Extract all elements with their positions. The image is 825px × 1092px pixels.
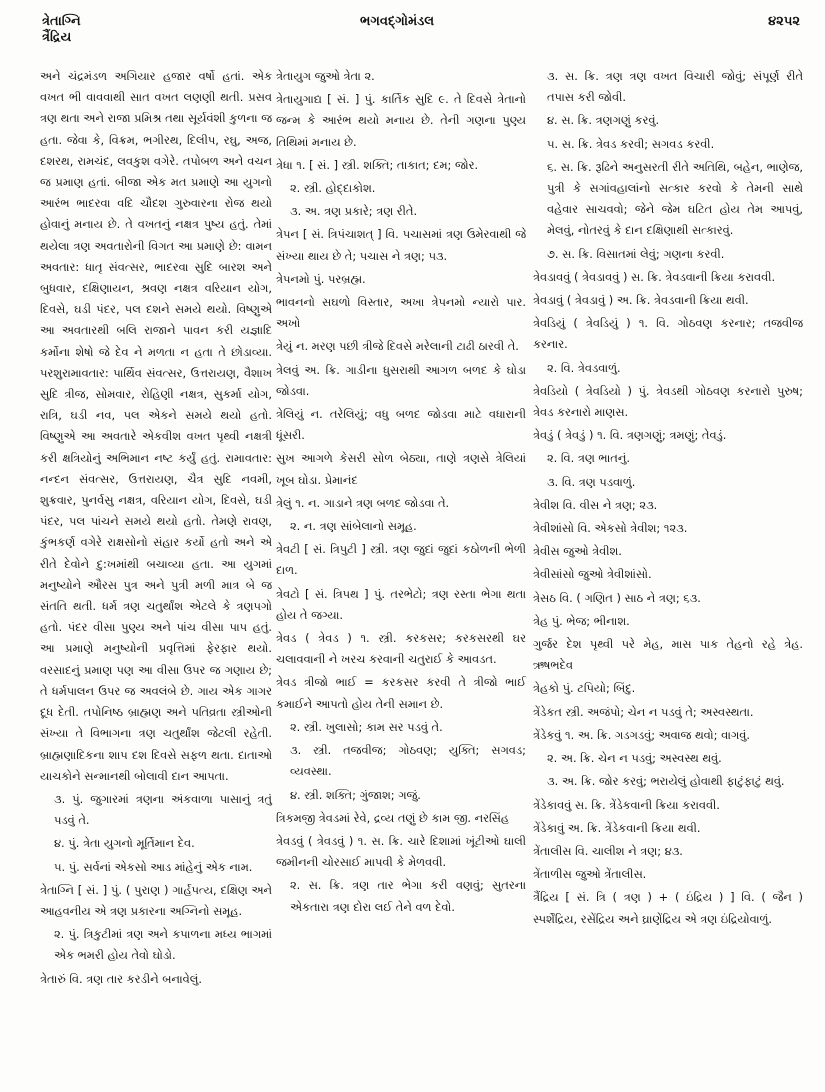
dictionary-entry: ૩. અ. ક્રિ. જોર કરવું; ભરાયેલું હોવાથી ફાટુંફાટું થવું. (547, 774, 785, 789)
dictionary-entry: ગુર્જર દેશ પૃથ્વી પરે મેહ, માસ પાક તેહનો રહે ત્રેહ. ઋષભદેવ (533, 637, 803, 673)
dictionary-entry: ત્રેવીશ વિ. વીસ ને ત્રણ; ૨૩. (533, 497, 658, 512)
dictionary-entry: ૨. પું. ત્રિકુટીમાં ત્રણ અને કપાળના મધ્ય ભાગમાં એક ભમરી હોય તેવો ઘોડો. (54, 927, 272, 963)
dictionary-entry: ત્રેંતાળીસ જુઓ ત્રેંતાલીસ. (533, 867, 647, 882)
dictionary-entry: ત્રેવડ ( ત્રેવડ ) ૧. સ્ત્રી. કરકસર; કરકસરથી ઘર ચલાવવાની ને ખરચ કરવાની ચતુરાઈ કે આવડત. (276, 631, 526, 667)
dictionary-entry: ત્રેવડવું ( ત્રેવડવું ) ૧. સ. ક્રિ. ચારે દિશામાં ખૂંટીઓ ઘાલી જમીનની ચોરસાઈ માપવી કે મેળવવી. (276, 833, 526, 870)
column-left (40, 66, 272, 992)
dictionary-entry: ૬. સ. ક્રિ. રૂઢિને અનુસરતી રીતે અતિથિ, બહેન, ભાણેજ, પુત્રી કે સગાંવહાલાંનો સત્કાર કરવો કે તેમની સાથે વહેવાર સાચવવો; જેને જેમ ઘટિત હોય તેમ આપવું, મેલવું, નોતરવું કે દાન દક્ષિણાથી સત્કારવું. (547, 159, 803, 238)
dictionary-entry: ત્રેલવું અ. ક્રિ. ગાડીના ધુસરાથી આગળ બળદ કે ઘોડા જોડવા. (276, 362, 526, 398)
dictionary-entry: ત્રેવડાવવું ( ત્રેવડાવવું ) સ. ક્રિ. ત્રેવડવાની ક્રિયા કરાવવી. (533, 269, 776, 284)
dictionary-entry: ત્રેતાયુગ જુઓ ત્રેતા ૨. (276, 69, 375, 83)
page-number: ૪૨૫૨ (768, 14, 800, 29)
dictionary-entry: ત્રેવડું ( ત્રેવડું ) ૧. વિ. ત્રણગણું; ત્રમણું; તેવડું. (533, 428, 727, 443)
column-middle (276, 66, 526, 920)
dictionary-entry: અને ચંદ્રમંડળ અગિયાર હજાર વર્ષો હતાં. એક વખત ભી વાવવાથી સાત વખત લણણી થતી. પ્રસવ ત્રણ થતા અને રાજા પ્રમિશ્ર તથા સૂર્યવંશી કુળના જ હતા. જેવા કે, વિક્રમ, ભગીરથ, દિલીપ, રઘુ, અજ, દશરથ, રામચંદ, લવકુશ વગેરે. તપોબળ અને વચન જ પ્રમાણ હતાં. બીજા એક મત પ્રમાણે આ યુગનો આરંભ ભાદરવા વદિ ચૌદશ ગુરુવારના રોજ થયો હોવાનું મનાય છે. તે વખતનું નક્ષત્ર પુષ્ય હતું. તેમાં થયેલા ત્રણ અવતારોની વિગત આ પ્રમાણે છે: વામન અવતાર: ધાતૃ સંવત્સર, ભાદરવા સુદિ બારશ અને બુધવાર, દક્ષિણાયન, શ્રવણ નક્ષત્ર વરિયાન યોગ, દિવસે, ઘડી પંદર, પલ દશને સમયે થયો. વિષ્ણુએ આ અવતારથી બલિ રાજાને પાવન કરી યજ્ઞાદિ કર્મોના શેષો જે દેવ ને મળતા ન હતા તે છોડાવ્યા. પરશુરામાવતાર: પાર્થિવ સંવત્સર, ઉત્તરાયણ, વૈશાખ સુદિ ત્રીજ, સોમવાર, રોહિણી નક્ષત્ર, સુકર્મા યોગ, રાત્રિ, ઘડી નવ, પલ એકને સમયે થયો હતો. વિષ્ણુએ આ અવતારે એકવીશ વખત પૃથ્વી નક્ષત્રી કરી ક્ષત્રિયોનું અભિમાન નષ્ટ કર્યું હતું. રામાવતાર: નન્દન સંવત્સર, ઉત્તરાયણ, ચૈત્ર સુદિ નવમી, શુક્રવાર, પુનર્વસુ નક્ષત્ર, વરિયાન યોગ, દિવસે, ઘડી પંદર, પલ પાંચને સમયે થયો હતો. તેમણે રાવણ, કુંભકર્ણ વગેરે રાક્ષસોનો સંહાર કર્યો હતો અને એ રીતે દેવોને દુ:ખમાંથી બચાવ્યા હતા. આ યુગમાં મનુષ્યોને ઔરસ પુત્ર અને પુત્રી મળી માત્ર બે જ સંતતિ થતી. ધર્મ ત્રણ ચતુર્થાંશ એટલે કે ત્રણપગો હતો. પંદર વીસા પુણ્ય અને પાંચ વીસા પાપ હતું. આ પ્રમાણે મનુષ્યોની પ્રવૃત્તિમાં ફેરફાર થયો. વરસાદનું પ્રમાણ પણ આ વીસા ઉપર જ ગણાય છે; તે ધર્મપાલન ઉપર જ અવલંબે છે. ગાય એક ગાગર દૂધ દેતી. તપોનિષ્ઠ બ્રાહ્મણ અને પતિવ્રતા સ્ત્રીઓની સંખ્યા તે વિભાગના ત્રણ ચતુર્થાંશ જેટલી રહેતી. બ્રાહ્મણાદિકના શાપ દશ દિવસે સફળ થતા. દાતાઓ યાચકોને સન્માનથી બોલાવી દાન આપતા. (40, 69, 272, 783)
dictionary-entry: ત્રેવડાવું ( ત્રેવડાવું ) અ. ક્રિ. ત્રેવડવાની ક્રિયા થવી. (533, 293, 749, 308)
dictionary-entry: ૨. સ. ક્રિ. ત્રણ તાર ભેગા કરી વણવું; સુતરના એકતારા ત્રણ દોરા લઈ તેને વળ દેવો. (290, 878, 526, 914)
dictionary-entry: ત્રેંડેકાવું અ. ક્રિ. ત્રેંડેકવાની ક્રિયા થવી. (533, 820, 701, 835)
dictionary-entry: ત્રેહકો પું. ટપિયો; બિંદુ. (533, 681, 636, 696)
dictionary-entry: ૫. સ. ક્રિ. ત્રેવડ કરવી; સગવડ કરવી. (547, 136, 715, 151)
dictionary-entry: ત્રૈંદ્રિય [ સં. ત્રિ ( ત્રણ ) + ( ઇંદ્રિય ) ] વિ. ( જૈન ) સ્પર્શેંદ્રિય, રસેંદ્રિય અને ઘ્રાણેંદ્રિય એ ત્રણ ઇંદ્રિયોવાળું. (533, 890, 803, 926)
dictionary-entry: ત્રેપનમો પું. પરબ્રહ્મ. (276, 271, 366, 286)
dictionary-entry: સુખ આગળે કેસરી સોળ બેઠ્યા, તાણે ત્રણસે ત્રેલિયાં ખૂબ ઘોડા. પ્રેમાનંદ (276, 451, 526, 487)
dictionary-entry: ત્રેલું ૧. ન. ગાડાને ત્રણ બળદ જોડવા તે. (276, 495, 450, 510)
dictionary-entry: ત્રેપન [ સં. ત્રિપંચાશત્ ] વિ. પચાસમાં ત્રણ ઉમેરવાથી જે સંખ્યા થાય છે તે; પચાસ ને ત્રણ; ૫૩. (276, 227, 526, 263)
dictionary-entry: ત્રેવીસ જુઓ ત્રેવીશ. (533, 544, 622, 559)
dictionary-entry: ૭. સ. ક્રિ. વિસાતમાં લેવું; ગણના કરવી. (547, 246, 725, 261)
dictionary-entry: ૩. અ. ત્રણ પ્રકારે; ત્રણ રીતે. (290, 204, 418, 219)
dictionary-entry: ત્રિકમજી ત્રેવડમાં રેવે, દ્રવ્ય તણું છે કામ જી. નરસિંહ (276, 810, 509, 825)
dictionary-entry: ત્રેંડેકવું ૧. અ. ક્રિ. ગડગડવું; અવાજ થવો; વાગવું. (533, 727, 751, 742)
guide-word-bottom: ત્રૈંદ્રિય (42, 30, 72, 45)
dictionary-entry: ત્રેવડ ત્રીજો ભાઈ = કરકસર કરવી તે ત્રીજો ભાઈ કમાઈને આપતો હોય તેની સમાન છે. (276, 675, 526, 711)
dictionary-entry: ૨. સ્ત્રી. હોદ્દાકોશ. (290, 181, 376, 196)
dictionary-entry: ત્રેવટી [ સં. ત્રિપુટી ] સ્ત્રી. ત્રણ જુદાં જુદાં કઠોળની ભેળી દાળ. (276, 542, 526, 578)
dictionary-entry: ત્રેહ પું. ભેજ; ભીનાશ. (533, 613, 630, 628)
dictionary-entry: ૩. સ્ત્રી. તજવીજ; ગોઠવણ; યુક્તિ; સગવડ; વ્યવસ્થા. (290, 743, 526, 779)
dictionary-entry: ત્રેલિયું ન. તરેલિયું; વધુ બળદ જોડવા માટે વધારાની ધૂંસરી. (276, 407, 526, 443)
book-title: ભગવદ્ગોમંડલ (360, 14, 435, 29)
guide-word-top: ત્રેતાગ્નિ (42, 14, 81, 29)
dictionary-entry: ત્રેસઠ વિ. ( ગણિત ) સાઠ ને ત્રણ; ૬૩. (533, 590, 701, 605)
dictionary-entry: ત્રેયું ન. મરણ પછી ત્રીજે દિવસે મરેલાની ટાઢી ઠારવી તે. (276, 339, 519, 354)
dictionary-entry: ત્રેવીશાંસો વિ. એકસો ત્રેવીશ; ૧૨૩. (533, 521, 688, 536)
dictionary-entry: ૪. સ્ત્રી. શક્તિ; ગુંજાશ; ગજું. (290, 787, 421, 802)
dictionary-entry: ત્રેતાગ્નિ [ સં. ] પું. ( પુરાણ ) ગાર્હપત્ય, દક્ષિણ અને આહવનીય એ ત્રણ પ્રકારના અગ્નિનો સમૂહ. (40, 882, 272, 918)
dictionary-entry: ૨. ન. ત્રણ સાંબેલાનો સમૂહ. (290, 519, 417, 534)
dictionary-entry: ૨. વિ. ત્રણ ભાતનું. (547, 451, 630, 466)
dictionary-entry: ત્રેવીસાંસો જુઓ ત્રેવીશાંસો. (533, 567, 652, 582)
dictionary-entry: ૪. સ. ક્રિ. ત્રણગણું કરવું. (547, 113, 660, 128)
dictionary-entry: ૨. સ્ત્રી. ખુલાસો; કામ સર પડવું તે. (290, 719, 443, 734)
dictionary-entry: ત્રેંડેકત સ્ત્રી. અજંપો; ચેન ન પડવું તે; અસ્વસ્થતા. (533, 704, 754, 719)
dictionary-entry: ત્રેતાયુગાદ્ય [ સં. ] પું. કાર્તિક સુદિ ૯. તે દિવસે ત્રેતાનો જન્મ કે આરંભ થયો મનાય છે. તેની ગણના પુણ્ય તિથિમાં મનાય છે. (276, 92, 526, 149)
dictionary-entry: ૩. વિ. ત્રણ પડવાળું. (547, 474, 636, 489)
dictionary-entry: ત્રેવટો [ સં. ત્રિપથ ] પું. તરભેટો; ત્રણ રસ્તા ભેગા થતા હોય તે જગ્યા. (276, 586, 526, 622)
dictionary-entry: ૫. પું. સર્વનાં એકસો આડ માંહેનું એક નામ. (54, 859, 253, 874)
dictionary-entry: ૩. પું. જુગારમાં ત્રણના અંકવાળા પાસાનું ત્રતું પડવું તે. (54, 791, 272, 828)
dictionary-entry: ત્રેતારું વિ. ત્રણ તાર કરડીને બનાવેલું. (40, 971, 202, 986)
column-right (533, 66, 803, 932)
dictionary-entry: ત્રેવડિયો ( ત્રેવડિયો ) પું. ત્રેવડથી ગોઠવણ કરનારો પુરુષ; ત્રેવડ કરનારો માણસ. (533, 383, 803, 420)
dictionary-entry: ૨. વિ. ત્રેવડવાળું. (547, 360, 621, 375)
dictionary-entry: ૪. પું. ત્રેતા યુગનો મૂર્તિમાન દેવ. (54, 836, 195, 851)
dictionary-entry: ત્રેંતાલીસ વિ. ચાલીશ ને ત્રણ; ૪૩. (533, 843, 683, 858)
dictionary-entry: ૩. સ. ક્રિ. ત્રણ ત્રણ વખત વિચારી જોવું; સંપૂર્ણ રીતે તપાસ કરી જોવી. (547, 69, 803, 105)
guide-words (42, 14, 81, 46)
dictionary-entry: ૨. અ. ક્રિ. ચેન ન પડવું; અસ્વસ્થ થવું. (547, 751, 722, 766)
dictionary-entry: ત્રેધા ૧. [ સં. ] સ્ત્રી. શક્તિ; તાકાત; દમ; જોર. (276, 157, 479, 172)
dictionary-entry: ત્રેવડિયું ( ત્રેવડિયું ) ૧. વિ. ગોઠવણ કરનાર; તજવીજ કરનાર. (533, 316, 803, 352)
dictionary-entry: ત્રેંડેકાવવું સ. ક્રિ. ત્રેંડેકવાની ક્રિયા કરાવવી. (533, 797, 720, 812)
dictionary-entry: ભાવનનો સઘળો વિસ્તાર, અખા ત્રેપનમો ન્યારો પાર. અખો (276, 295, 526, 331)
